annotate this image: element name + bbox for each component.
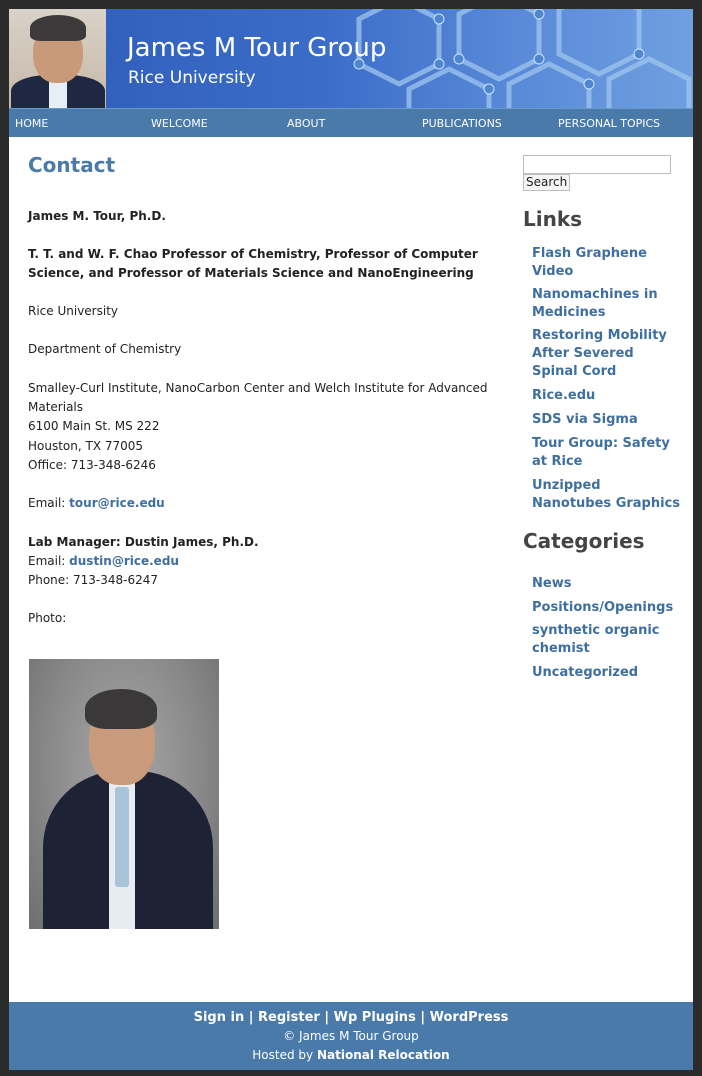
links-heading: Links bbox=[523, 207, 583, 231]
department: Department of Chemistry bbox=[28, 342, 182, 356]
host-link[interactable]: National Relocation bbox=[316, 1048, 450, 1062]
address-line-1: 6100 Main St. MS 222 bbox=[28, 419, 160, 433]
nav-personal-topics[interactable]: PERSONAL TOPICS bbox=[558, 117, 661, 130]
main-nav bbox=[9, 108, 693, 137]
lab-email-row bbox=[28, 552, 179, 571]
footer-links bbox=[9, 1010, 693, 1025]
footer-separator: | bbox=[420, 1010, 426, 1025]
link-safety[interactable]: Tour Group: Safety at Rice bbox=[532, 436, 670, 469]
link-unzipped-nanotubes[interactable]: Unzipped Nanotubes Graphics bbox=[532, 478, 681, 511]
site-header bbox=[9, 9, 693, 108]
categories-list bbox=[532, 575, 680, 682]
link-sds-sigma[interactable]: SDS via Sigma bbox=[532, 412, 638, 427]
category-synthetic-organic[interactable]: synthetic organic chemist bbox=[532, 623, 660, 656]
email-row bbox=[28, 494, 165, 513]
site-title[interactable]: James M Tour Group bbox=[127, 33, 387, 63]
footer-hosted bbox=[9, 1048, 693, 1062]
office-phone: Office: 713-348-6246 bbox=[28, 458, 156, 472]
address-line-2: Houston, TX 77005 bbox=[28, 439, 144, 453]
site-footer bbox=[9, 1002, 693, 1070]
main-content bbox=[28, 152, 498, 625]
nav-welcome[interactable]: WELCOME bbox=[151, 117, 208, 130]
search-button[interactable]: Search bbox=[523, 174, 570, 191]
lab-manager: Lab Manager: Dustin James, Ph.D. bbox=[28, 535, 259, 549]
position-line-1: T. T. and W. F. Chao Professor of Chemistry, Professor of Computer bbox=[28, 247, 478, 261]
hosted-by-label: Hosted by bbox=[252, 1048, 314, 1062]
contact-photo bbox=[29, 659, 219, 929]
category-uncategorized[interactable]: Uncategorized bbox=[532, 665, 639, 680]
nav-about[interactable]: ABOUT bbox=[287, 117, 326, 130]
contact-name: James M. Tour, Ph.D. bbox=[28, 209, 166, 223]
link-flash-graphene[interactable]: Flash Graphene Video bbox=[532, 246, 647, 279]
lab-email-link[interactable]: dustin@rice.edu bbox=[69, 554, 179, 568]
email-link[interactable]: tour@rice.edu bbox=[69, 496, 165, 510]
header-portrait bbox=[9, 9, 106, 108]
category-news[interactable]: News bbox=[532, 576, 572, 591]
links-list bbox=[532, 245, 680, 513]
search-input[interactable] bbox=[523, 155, 671, 174]
university: Rice University bbox=[28, 304, 118, 318]
link-nanomachines[interactable]: Nanomachines in Medicines bbox=[532, 287, 658, 320]
nav-home[interactable]: HOME bbox=[15, 117, 49, 130]
footer-separator: | bbox=[324, 1010, 330, 1025]
page-title: Contact bbox=[28, 153, 116, 177]
category-positions[interactable]: Positions/Openings bbox=[532, 600, 674, 615]
footer-separator: | bbox=[248, 1010, 254, 1025]
footer-copyright: © James M Tour Group bbox=[283, 1029, 419, 1043]
site-subtitle: Rice University bbox=[128, 68, 256, 88]
institute-line-2: Materials bbox=[28, 400, 84, 414]
page bbox=[9, 9, 693, 1070]
lab-email-label: Email: bbox=[28, 554, 66, 568]
photo-label: Photo: bbox=[28, 611, 67, 625]
molecule-network-graphic bbox=[339, 9, 693, 108]
email-label: Email: bbox=[28, 496, 66, 510]
wordpress-link[interactable]: WordPress bbox=[429, 1010, 509, 1025]
nav-publications[interactable]: PUBLICATIONS bbox=[422, 117, 502, 130]
link-rice-edu[interactable]: Rice.edu bbox=[532, 388, 596, 403]
link-restoring-mobility[interactable]: Restoring Mobility After Severed Spinal Cord bbox=[532, 328, 667, 379]
sign-in-link[interactable]: Sign in bbox=[193, 1010, 245, 1025]
register-link[interactable]: Register bbox=[258, 1010, 320, 1025]
institute-line-1: Smalley-Curl Institute, NanoCarbon Center and Welch Institute for Advanced bbox=[28, 381, 488, 395]
position-line-2: Science, and Professor of Materials Science and NanoEngineering bbox=[28, 266, 474, 280]
lab-phone: Phone: 713-348-6247 bbox=[28, 573, 159, 587]
wp-plugins-link[interactable]: Wp Plugins bbox=[333, 1010, 416, 1025]
categories-heading: Categories bbox=[523, 529, 645, 553]
